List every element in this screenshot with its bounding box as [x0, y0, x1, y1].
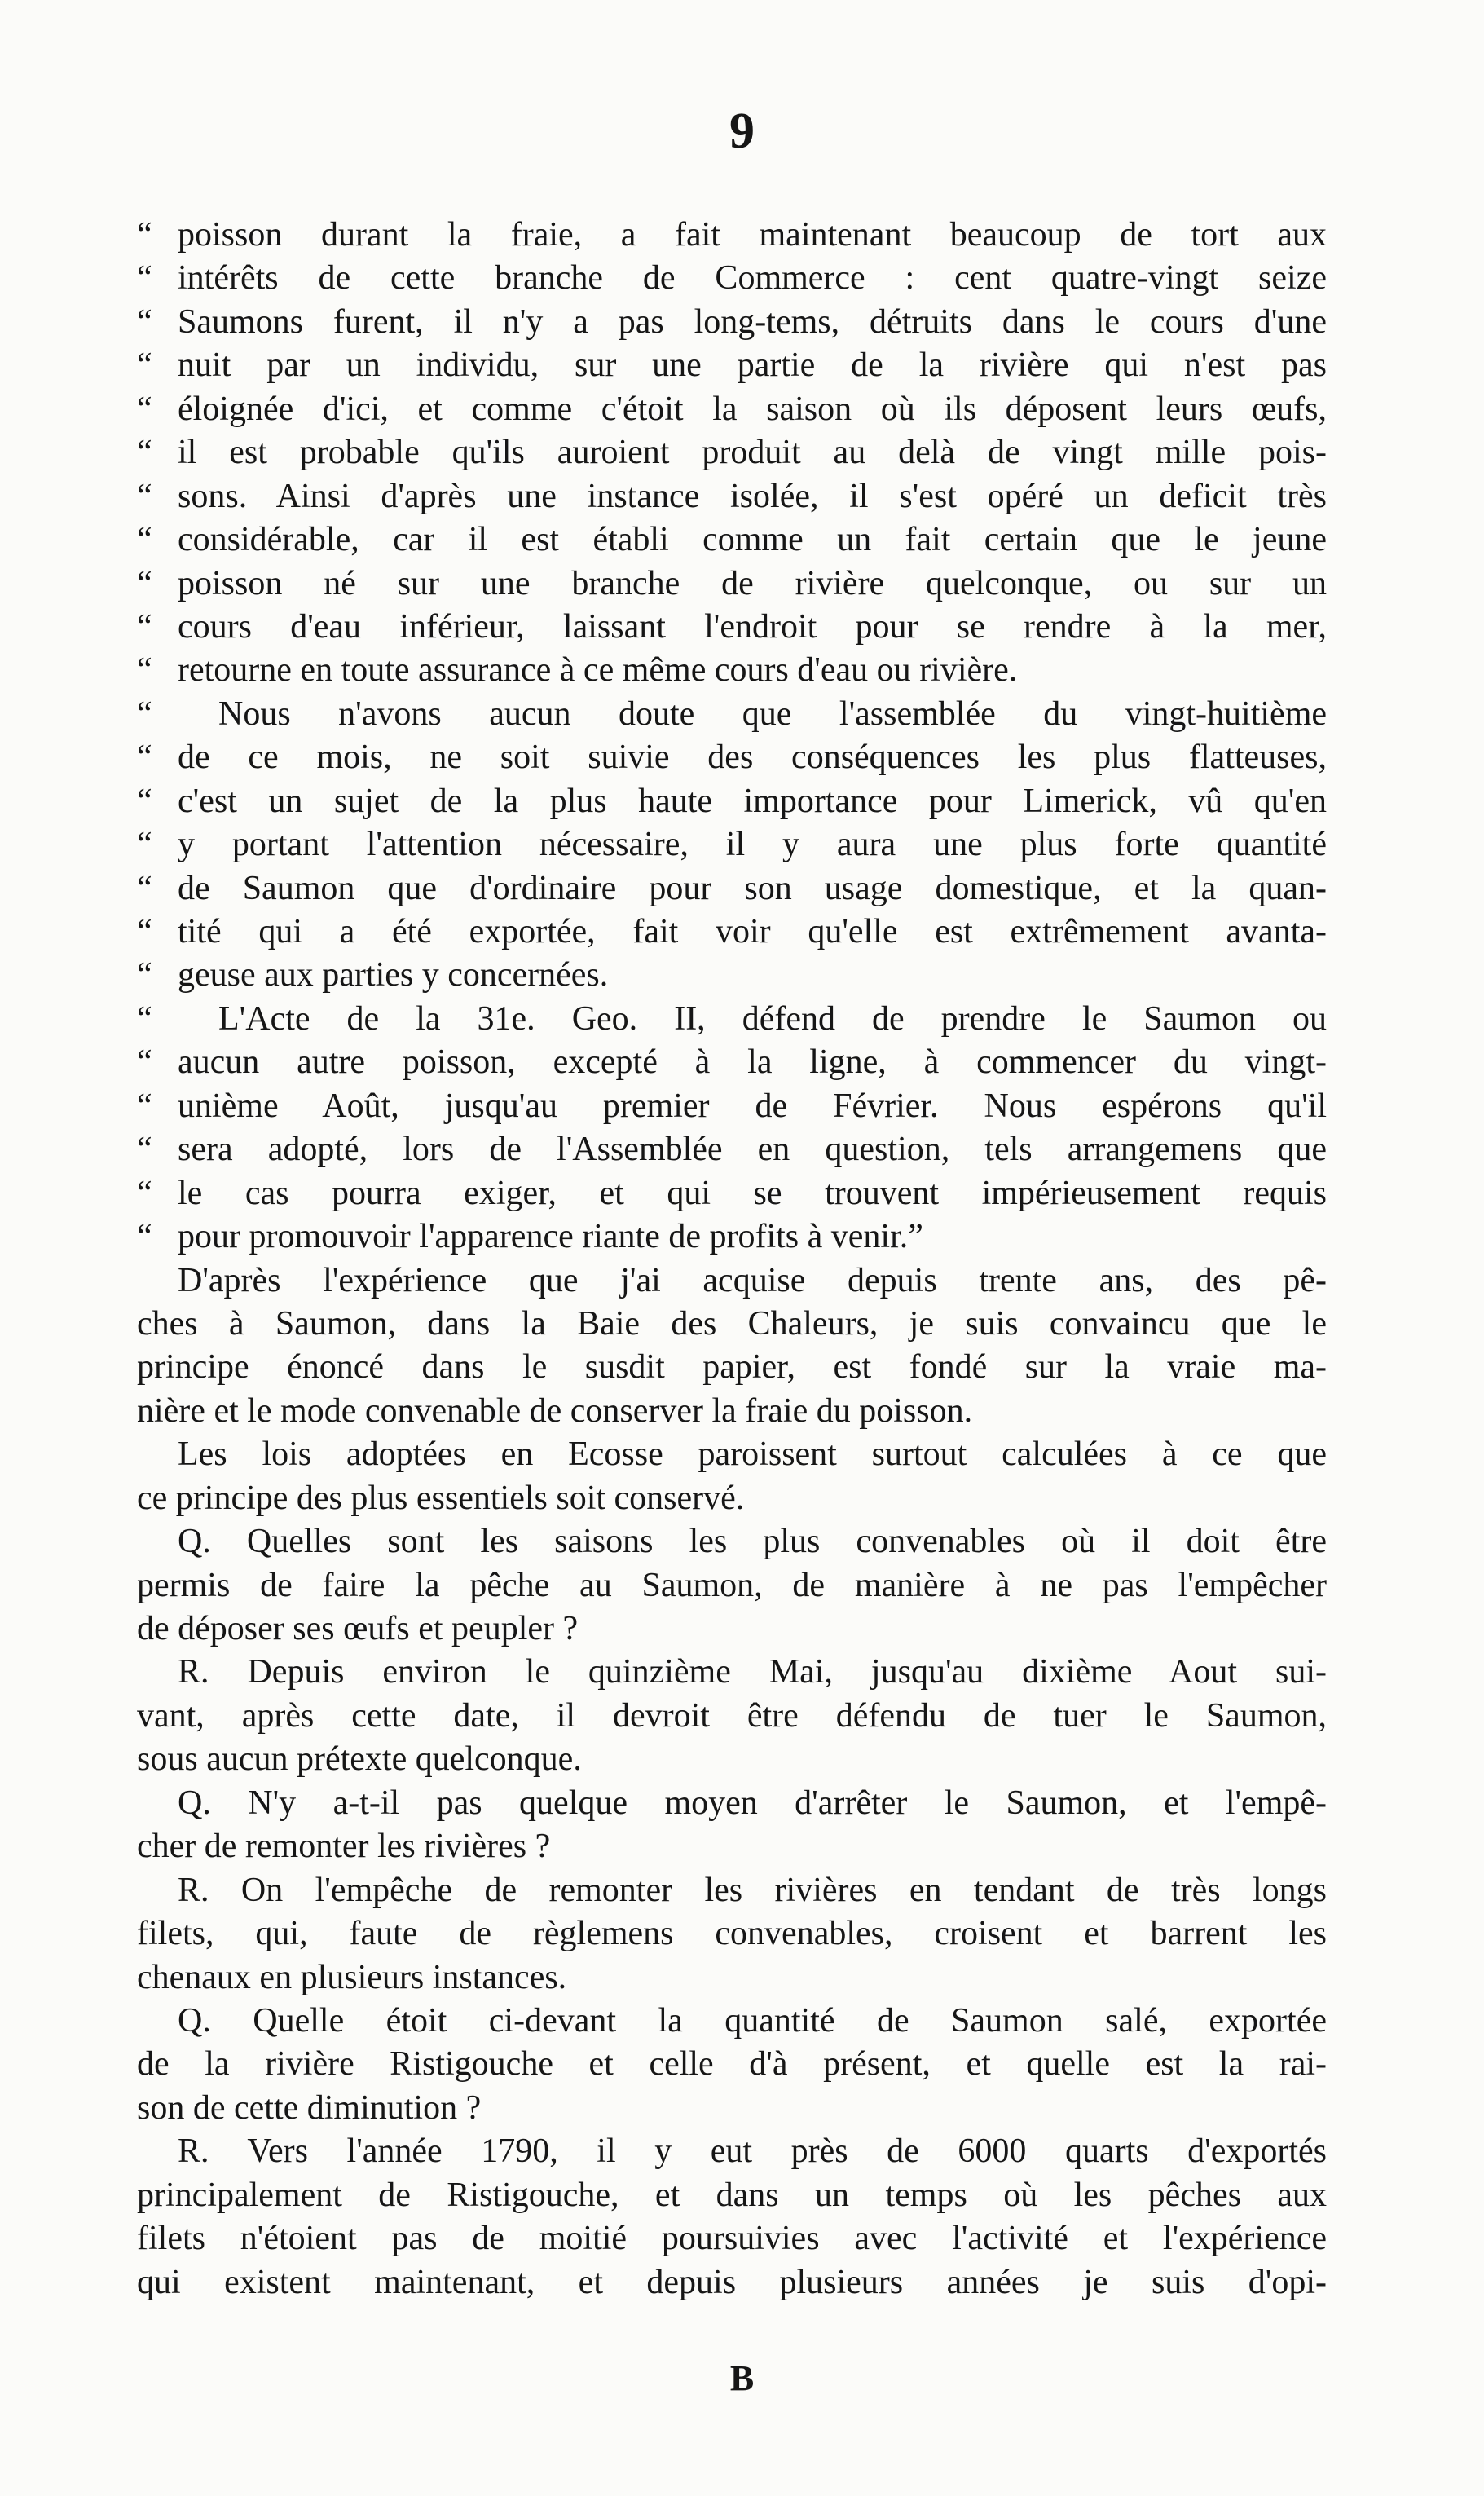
quote-mark: “ — [137, 390, 152, 428]
line-text: filets, qui, faute de règlemens convenables, croisent et barrent les — [137, 1915, 1327, 1953]
page-number: 9 — [729, 104, 755, 159]
line-text: D'après l'expérience que j'ai acquise depuis trente ans, des pê- — [178, 1261, 1327, 1299]
line-text: sons. Ainsi d'après une instance isolée, il s'est opéré un deficit très — [178, 477, 1327, 515]
text-line — [137, 1912, 1327, 1956]
text-line — [137, 257, 1327, 300]
body-text — [137, 214, 1327, 2304]
line-text: Les lois adoptées en Ecosse paroissent surtout calculées à ce que — [178, 1435, 1327, 1474]
line-text: permis de faire la pêche au Saumon, de manière à ne pas l'empêcher — [137, 1566, 1327, 1604]
text-line — [137, 780, 1327, 823]
quote-mark: “ — [137, 695, 152, 733]
text-line — [137, 2217, 1327, 2260]
text-line — [137, 2174, 1327, 2217]
line-text: de ce mois, ne soit suivie des conséquences les plus flatteuses, — [178, 739, 1327, 777]
quote-mark: “ — [137, 216, 152, 254]
line-text: L'Acte de la 31e. Geo. II, défend de prendre le Saumon ou — [218, 999, 1327, 1038]
text-line — [137, 2000, 1327, 2043]
quote-mark: “ — [137, 1043, 152, 1082]
text-line — [137, 475, 1327, 518]
line-text: principe énoncé dans le susdit papier, est fondé sur la vraie ma- — [137, 1348, 1327, 1387]
text-line — [137, 1825, 1327, 1868]
line-text: unième Août, jusqu'au premier de Février. Nous espérons qu'il — [178, 1087, 1327, 1125]
line-text: c'est un sujet de la plus haute importance pour Limerick, vû qu'en — [178, 782, 1327, 820]
text-line — [137, 1172, 1327, 1215]
text-line — [137, 1390, 1327, 1433]
text-line — [137, 518, 1327, 562]
line-text: R. Vers l'année 1790, il y eut près de 6000 quarts d'exportés — [178, 2132, 1327, 2171]
line-text: principalement de Ristigouche, et dans un temps où les pêches aux — [137, 2176, 1327, 2214]
line-text: sous aucun prétexte quelconque. — [137, 1740, 582, 1779]
text-line — [137, 1738, 1327, 1781]
line-text: Nous n'avons aucun doute que l'assemblée du vingt-huitième — [218, 695, 1327, 733]
line-text: de déposer ses œufs et peupler ? — [137, 1610, 579, 1647]
line-text: poisson durant la fraie, a fait maintenant beaucoup de tort aux — [178, 216, 1327, 254]
quote-mark: “ — [137, 651, 152, 690]
quote-mark: “ — [137, 999, 152, 1038]
quote-mark: “ — [137, 826, 152, 864]
quote-mark: “ — [137, 564, 152, 602]
text-line — [137, 388, 1327, 431]
line-text: cher de remonter les rivières ? — [137, 1828, 551, 1866]
text-line — [137, 562, 1327, 606]
quote-mark: “ — [137, 607, 152, 646]
line-text: Q. Quelle étoit ci-devant la quantité de Saumon salé, exportée — [178, 2001, 1327, 2040]
line-text: nuit par un individu, sur une partie de la rivière qui n'est pas — [178, 346, 1327, 385]
text-line — [137, 2261, 1327, 2304]
text-line — [137, 693, 1327, 736]
line-text: Saumons furent, il n'y a pas long-tems, détruits dans le cours d'une — [178, 302, 1327, 341]
quote-mark: “ — [137, 739, 152, 777]
text-line — [137, 1128, 1327, 1171]
quote-mark: “ — [137, 477, 152, 515]
line-text: nière et le mode convenable de conserver la fraie du poisson. — [137, 1391, 973, 1430]
line-text: retourne en toute assurance à ce même cours d'eau ou rivière. — [178, 651, 1018, 690]
line-text: considérable, car il est établi comme un fait certain que le jeune — [178, 521, 1327, 559]
line-text: tité qui a été exportée, fait voir qu'elle est extrêmement avanta- — [178, 913, 1327, 950]
text-line — [137, 1085, 1327, 1128]
quote-mark: “ — [137, 346, 152, 385]
line-text: qui existent maintenant, et depuis plusieurs années je suis d'opi- — [137, 2263, 1327, 2301]
text-line — [137, 1477, 1327, 1520]
line-text: geuse aux parties y concernées. — [178, 956, 609, 994]
line-text: R. Depuis environ le quinzième Mai, jusqu'au dixième Aout sui- — [178, 1653, 1327, 1691]
text-line — [137, 2130, 1327, 2173]
text-line — [137, 1651, 1327, 1694]
text-line — [137, 1259, 1327, 1303]
line-text: aucun autre poisson, excepté à la ligne, à commencer du vingt- — [178, 1043, 1327, 1082]
text-line — [137, 1869, 1327, 1912]
quote-mark: “ — [137, 1174, 152, 1212]
line-text: de la rivière Ristigouche et celle d'à présent, et quelle est la rai- — [137, 2045, 1327, 2084]
text-line — [137, 1433, 1327, 1476]
line-text: le cas pourra exiger, et qui se trouvent impérieusement requis — [178, 1174, 1327, 1212]
text-line — [137, 1607, 1327, 1651]
quote-mark: “ — [137, 259, 152, 298]
text-line — [137, 1695, 1327, 1738]
text-line — [137, 649, 1327, 692]
line-text: vant, après cette date, il devroit être défendu de tuer le Saumon, — [137, 1696, 1327, 1735]
line-text: R. On l'empêche de remonter les rivières en tendant de très longs — [178, 1871, 1327, 1909]
text-line — [137, 2043, 1327, 2086]
line-text: filets n'étoient pas de moitié poursuivies avec l'activité et l'expérience — [137, 2220, 1327, 2258]
text-line — [137, 2087, 1327, 2130]
text-line — [137, 867, 1327, 911]
line-text: de Saumon que d'ordinaire pour son usage domestique, et la quan- — [178, 869, 1327, 907]
line-text: éloignée d'ici, et comme c'étoit la saison où ils déposent leurs œufs, — [178, 390, 1327, 428]
text-line — [137, 214, 1327, 257]
line-text: ce principe des plus essentiels soit conservé. — [137, 1479, 745, 1517]
quote-mark: “ — [137, 521, 152, 559]
line-text: cours d'eau inférieur, laissant l'endroit pour se rendre à la mer, — [178, 607, 1327, 646]
line-text: intérêts de cette branche de Commerce : cent quatre-vingt seize — [178, 259, 1327, 298]
text-line — [137, 1346, 1327, 1389]
line-text: Q. Quelles sont les saisons les plus convenables où il doit être — [178, 1523, 1327, 1561]
quote-mark: “ — [137, 869, 152, 907]
text-line — [137, 823, 1327, 867]
text-line — [137, 1215, 1327, 1259]
signature-mark: B — [729, 2358, 755, 2398]
quote-mark: “ — [137, 782, 152, 820]
quote-mark: “ — [137, 1131, 152, 1169]
text-line — [137, 736, 1327, 779]
text-line — [137, 1520, 1327, 1563]
line-text: Q. N'y a-t-il pas quelque moyen d'arrêter le Saumon, et l'empê- — [178, 1784, 1327, 1822]
line-text: ches à Saumon, dans la Baie des Chaleurs, je suis convaincu que le — [137, 1304, 1327, 1343]
text-line — [137, 1564, 1327, 1607]
text-line — [137, 1782, 1327, 1825]
text-line — [137, 431, 1327, 474]
quote-mark: “ — [137, 302, 152, 341]
line-text: son de cette diminution ? — [137, 2088, 482, 2127]
text-line — [137, 344, 1327, 387]
text-line — [137, 606, 1327, 649]
text-line — [137, 911, 1327, 954]
line-text: y portant l'attention nécessaire, il y aura une plus forte quantité — [178, 826, 1327, 864]
quote-mark: “ — [137, 913, 152, 950]
text-line — [137, 1303, 1327, 1346]
line-text: pour promouvoir l'apparence riante de profits à venir.” — [178, 1218, 923, 1256]
line-text: poisson né sur une branche de rivière quelconque, ou sur un — [178, 564, 1327, 602]
line-text: chenaux en plusieurs instances. — [137, 1958, 567, 1996]
quote-mark: “ — [137, 956, 152, 994]
text-line — [137, 301, 1327, 344]
text-line — [137, 1956, 1327, 2000]
quote-mark: “ — [137, 1218, 152, 1256]
quote-mark: “ — [137, 434, 152, 472]
text-line — [137, 998, 1327, 1041]
quote-mark: “ — [137, 1087, 152, 1125]
text-line — [137, 954, 1327, 997]
line-text: sera adopté, lors de l'Assemblée en question, tels arrangemens que — [178, 1131, 1327, 1169]
line-text: il est probable qu'ils auroient produit au delà de vingt mille pois- — [178, 434, 1327, 472]
text-line — [137, 1041, 1327, 1084]
